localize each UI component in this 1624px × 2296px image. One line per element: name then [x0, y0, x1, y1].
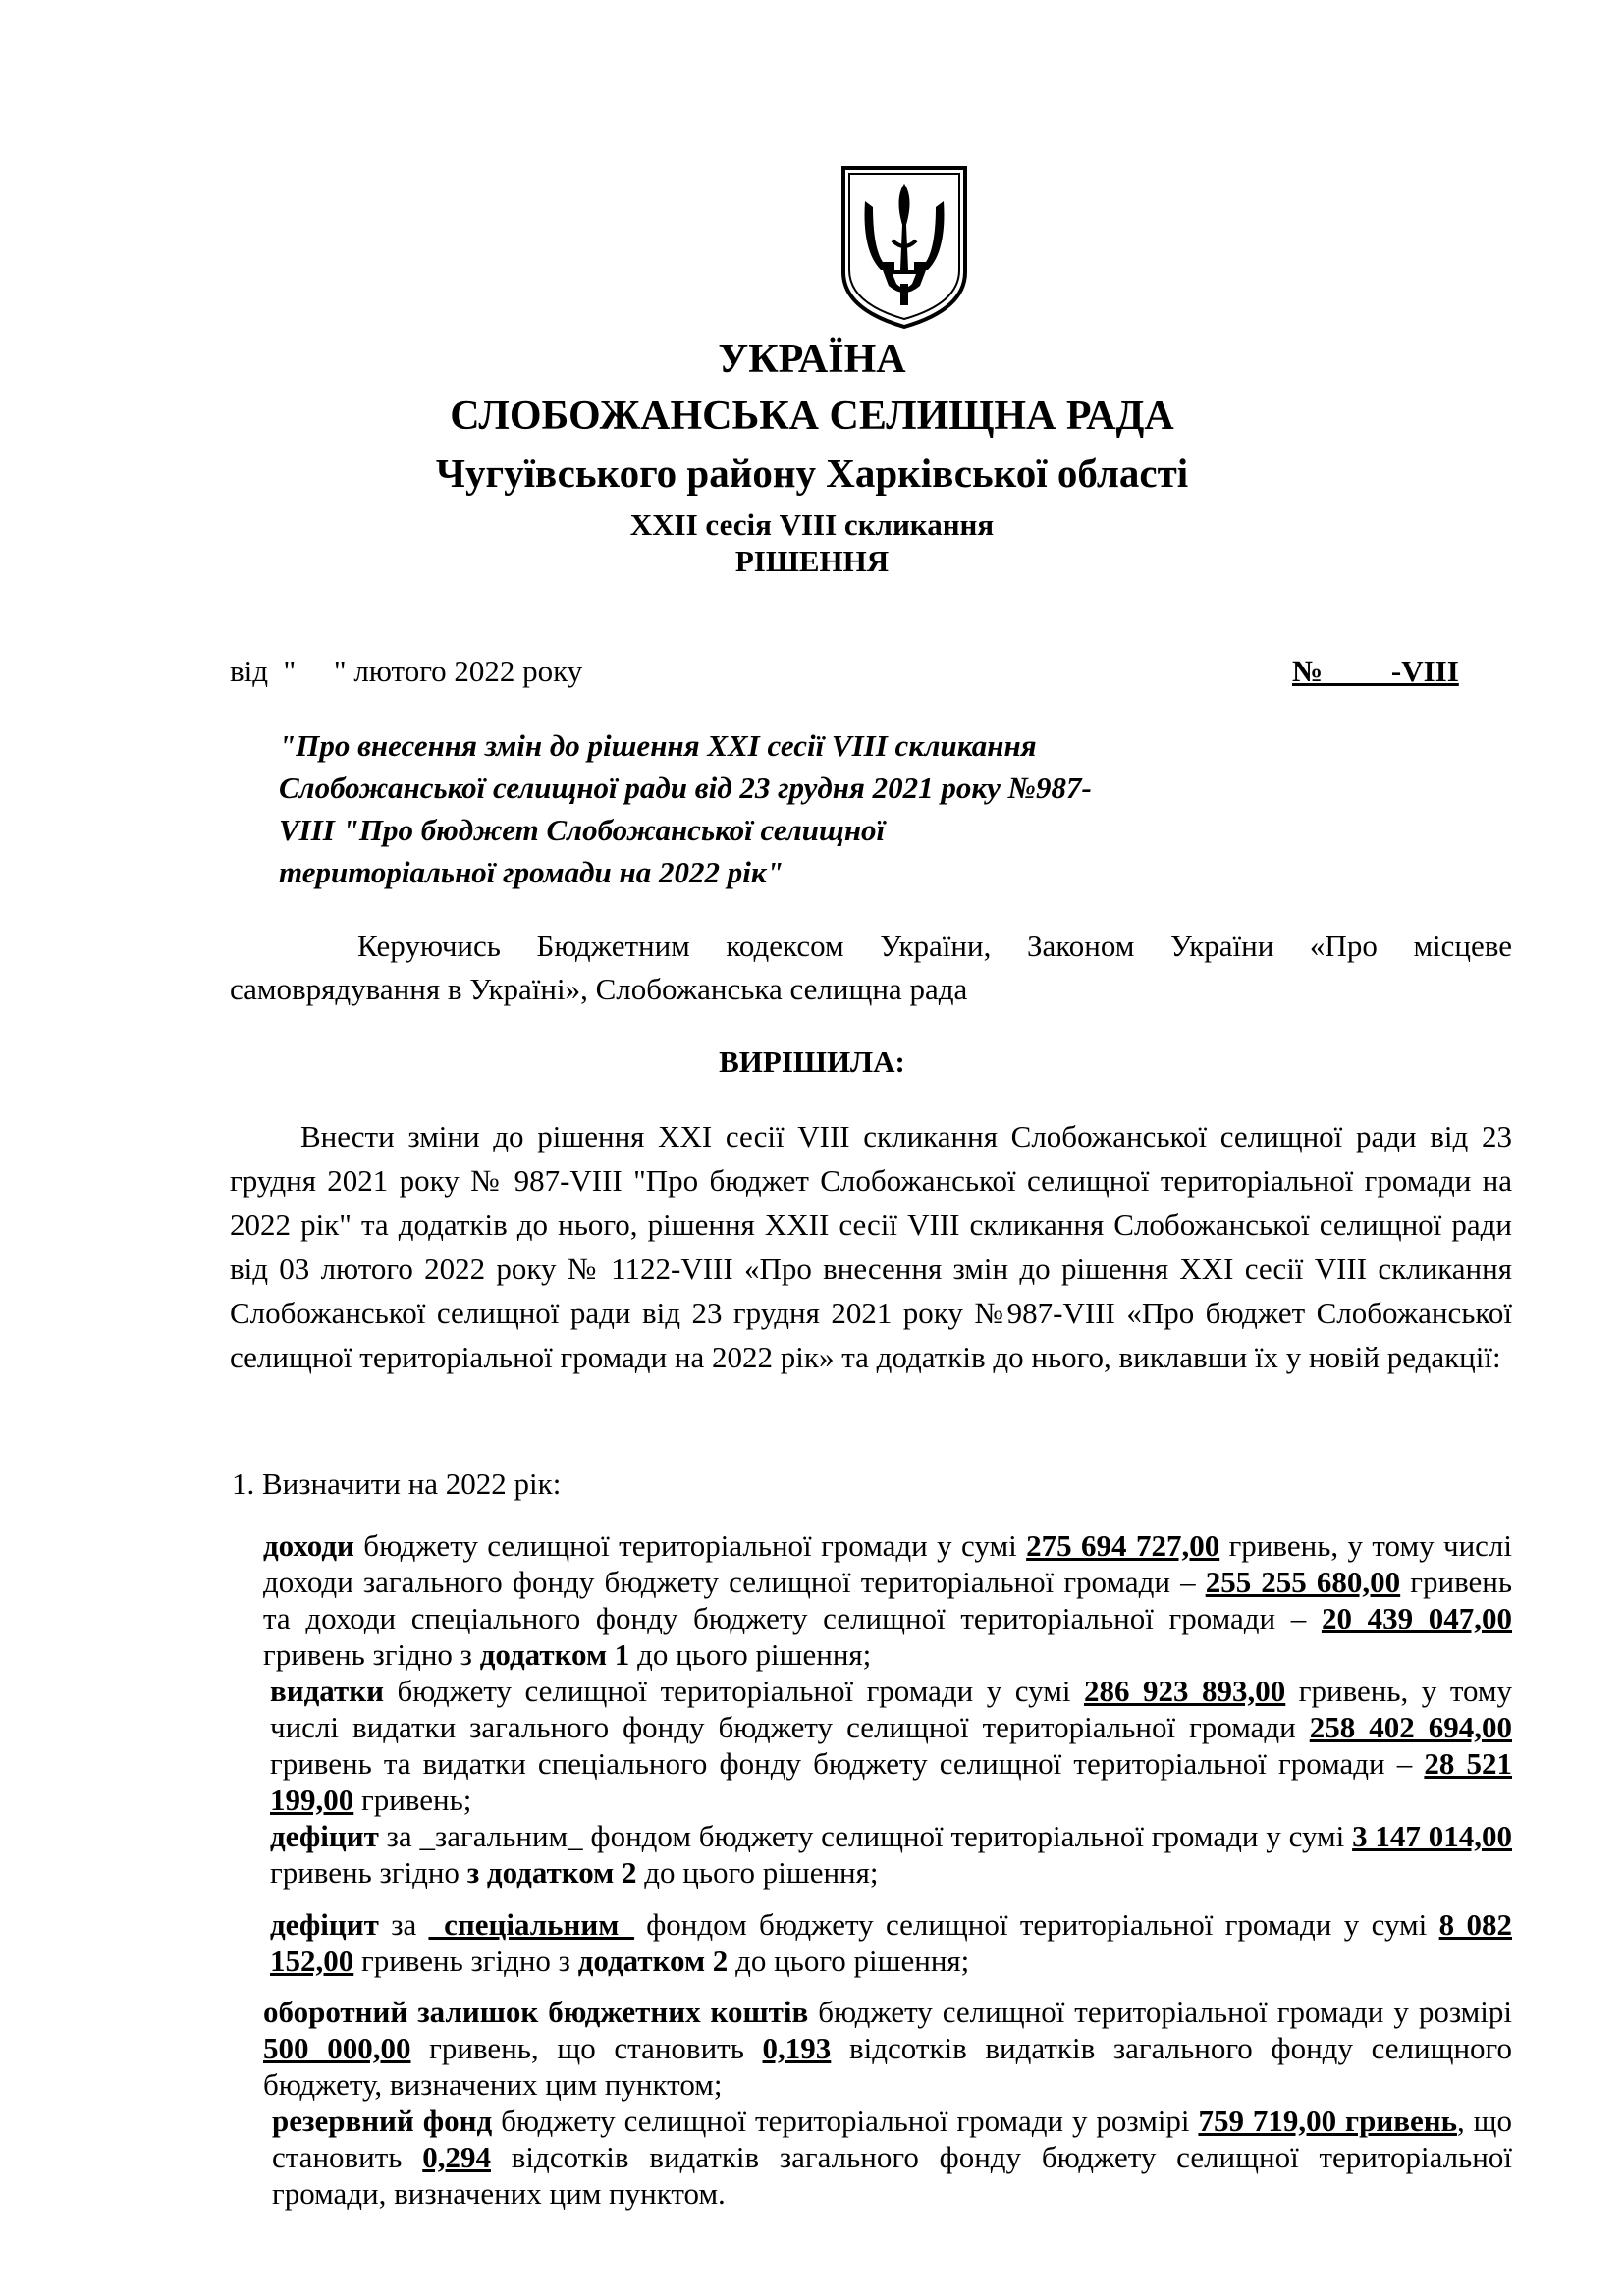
amount: 258 402 694,00: [1309, 1710, 1513, 1744]
amount: 3 147 014,00: [1352, 1819, 1513, 1853]
fund-type: _спеціальним_: [428, 1907, 634, 1942]
text: гривень згідно з: [353, 1944, 578, 1978]
text: гривень та доходи спеціального фонду бюджету селищної територіальної громади –: [263, 1565, 1513, 1635]
text: до цього рішення;: [629, 1637, 872, 1672]
text: гривень згідно з: [263, 1637, 480, 1672]
term: дефіцит: [270, 1819, 379, 1853]
amount: 275 694 727,00: [1026, 1528, 1220, 1563]
term: оборотний залишок бюджетних коштів: [263, 1995, 809, 2029]
text: фондом бюджету селищної територіальної громади у сумі: [582, 1819, 1353, 1853]
deficit-general-item: [270, 1818, 1512, 1891]
text: гривень, у тому числі доходи загального фонду бюджету селищної територіальної громади –: [263, 1528, 1512, 1599]
amount: 255 255 680,00: [1205, 1565, 1401, 1599]
amount: 8 082 152,00: [270, 1907, 1513, 1978]
amount: 286 923 893,00: [1083, 1674, 1286, 1708]
text: бюджету селищної територіальної громади у розмірі: [492, 2104, 1199, 2138]
deficit-special-item: [270, 1906, 1512, 1979]
annex-ref: додатком 2: [577, 1944, 729, 1978]
text: гривень та видатки спеціального фонду бюджету селищної територіальної громади –: [270, 1746, 1425, 1781]
subject-line: VIII "Про бюджет Слобожанської селищної: [279, 813, 886, 847]
text: відсотків видатків загального фонду селищного бюджету, визначених цим пунктом;: [263, 2031, 1513, 2102]
council-title: СЛОБОЖАНСЬКА СЕЛИЩНА РАДА: [450, 394, 1174, 439]
revenue-item: [263, 1527, 1512, 1673]
text: бюджету селищної територіальної громади у розмірі: [808, 1995, 1513, 2029]
text: фондом бюджету селищної територіальної громади у сумі: [633, 1907, 1439, 1942]
country-title: УКРАЇНА: [718, 337, 906, 382]
decision-date: від " " лютого 2022 року: [230, 654, 583, 688]
text: до цього рішення;: [636, 1855, 879, 1890]
percent: 0,193: [762, 2031, 832, 2065]
reserve-fund-item: [272, 2103, 1512, 2212]
coat-of-arms-trident-icon: [838, 162, 971, 331]
decision-number: № -VIII: [1292, 654, 1459, 688]
subject-line: Слобожанської селищної ради від 23 грудня 2021 року №987-: [279, 771, 1092, 805]
preamble-text: Керуючись Бюджетним кодексом України, Законом України «Про місцеве самоврядування в Україні», Слобожанська селищна рада: [230, 929, 1512, 1006]
amount: 759 719,00 гривень: [1198, 2104, 1457, 2138]
subject-line: територіальної громади на 2022 рік": [279, 855, 784, 889]
preamble-paragraph: [230, 925, 1512, 1011]
working-balance-item: [263, 1994, 1512, 2103]
term: доходи: [263, 1528, 354, 1563]
amendment-text: Внести зміни до рішення XXI сесії VIII скликання Слобожанської селищної ради від 23 грудня 2021 року № 987-VIII "Про бюджет Слобожанської селищної територіальної громади на 2022 рік" та додатків до нього, рішення XXII сесії VIII скликання Слобожанської селищної ради від 03 лютого 2022 року № 1122-VIII «Про внесення змін до рішення XXI сесії VIII скликання Слобожанської селищної ради від 23 грудня 2021 року №987-VIII «Про бюджет Слобожанської селищної територіальної громади на 2022 рік» та додатків до нього, виклавши їх у новій редакції:: [230, 1119, 1512, 1374]
annex-ref: додатком 1: [479, 1637, 630, 1672]
amendment-paragraph: [230, 1114, 1512, 1379]
amount: 28 521 199,00: [270, 1746, 1513, 1817]
term: резервний фонд: [272, 2104, 493, 2138]
text: гривень;: [353, 1783, 472, 1817]
text: гривень згідно: [270, 1855, 467, 1890]
text: бюджету селищної територіальної громади у сумі: [353, 1528, 1027, 1563]
subject-line: "Про внесення змін до рішення XXI сесії VIII скликання: [279, 728, 1037, 763]
fund-type: _загальним_: [419, 1819, 583, 1853]
text: за: [378, 1819, 420, 1853]
text: гривень, у тому числі видатки загального фонду бюджету селищної територіальної громади: [270, 1674, 1512, 1744]
district-title: Чугуївського району Харківської області: [435, 451, 1189, 496]
annex-ref: з додатком 2: [466, 1855, 637, 1890]
decision-subject: [279, 724, 1192, 893]
decision-title: РІШЕННЯ: [734, 544, 890, 578]
text: бюджету селищної територіальної громади у сумі: [383, 1674, 1084, 1708]
expenditure-item: [270, 1673, 1512, 1818]
amount: 500 000,00: [263, 2031, 411, 2065]
session-title: XXII сесія VIII скликання: [629, 507, 995, 542]
text: гривень, що становить: [410, 2031, 763, 2065]
item-1-heading: 1. Визначити на 2022 рік:: [232, 1467, 562, 1501]
percent: 0,294: [422, 2140, 491, 2174]
term: видатки: [270, 1674, 384, 1708]
amount: 20 439 047,00: [1321, 1601, 1512, 1635]
text: , що становить: [272, 2104, 1513, 2174]
text: за: [378, 1907, 429, 1942]
text: до цього рішення;: [728, 1944, 970, 1978]
term: дефіцит: [270, 1907, 379, 1942]
text: відсотків видатків загального фонду бюджету селищної територіальної громади, визначених цим пунктом.: [272, 2140, 1512, 2211]
resolved-heading: ВИРІШИЛА:: [719, 1044, 905, 1079]
